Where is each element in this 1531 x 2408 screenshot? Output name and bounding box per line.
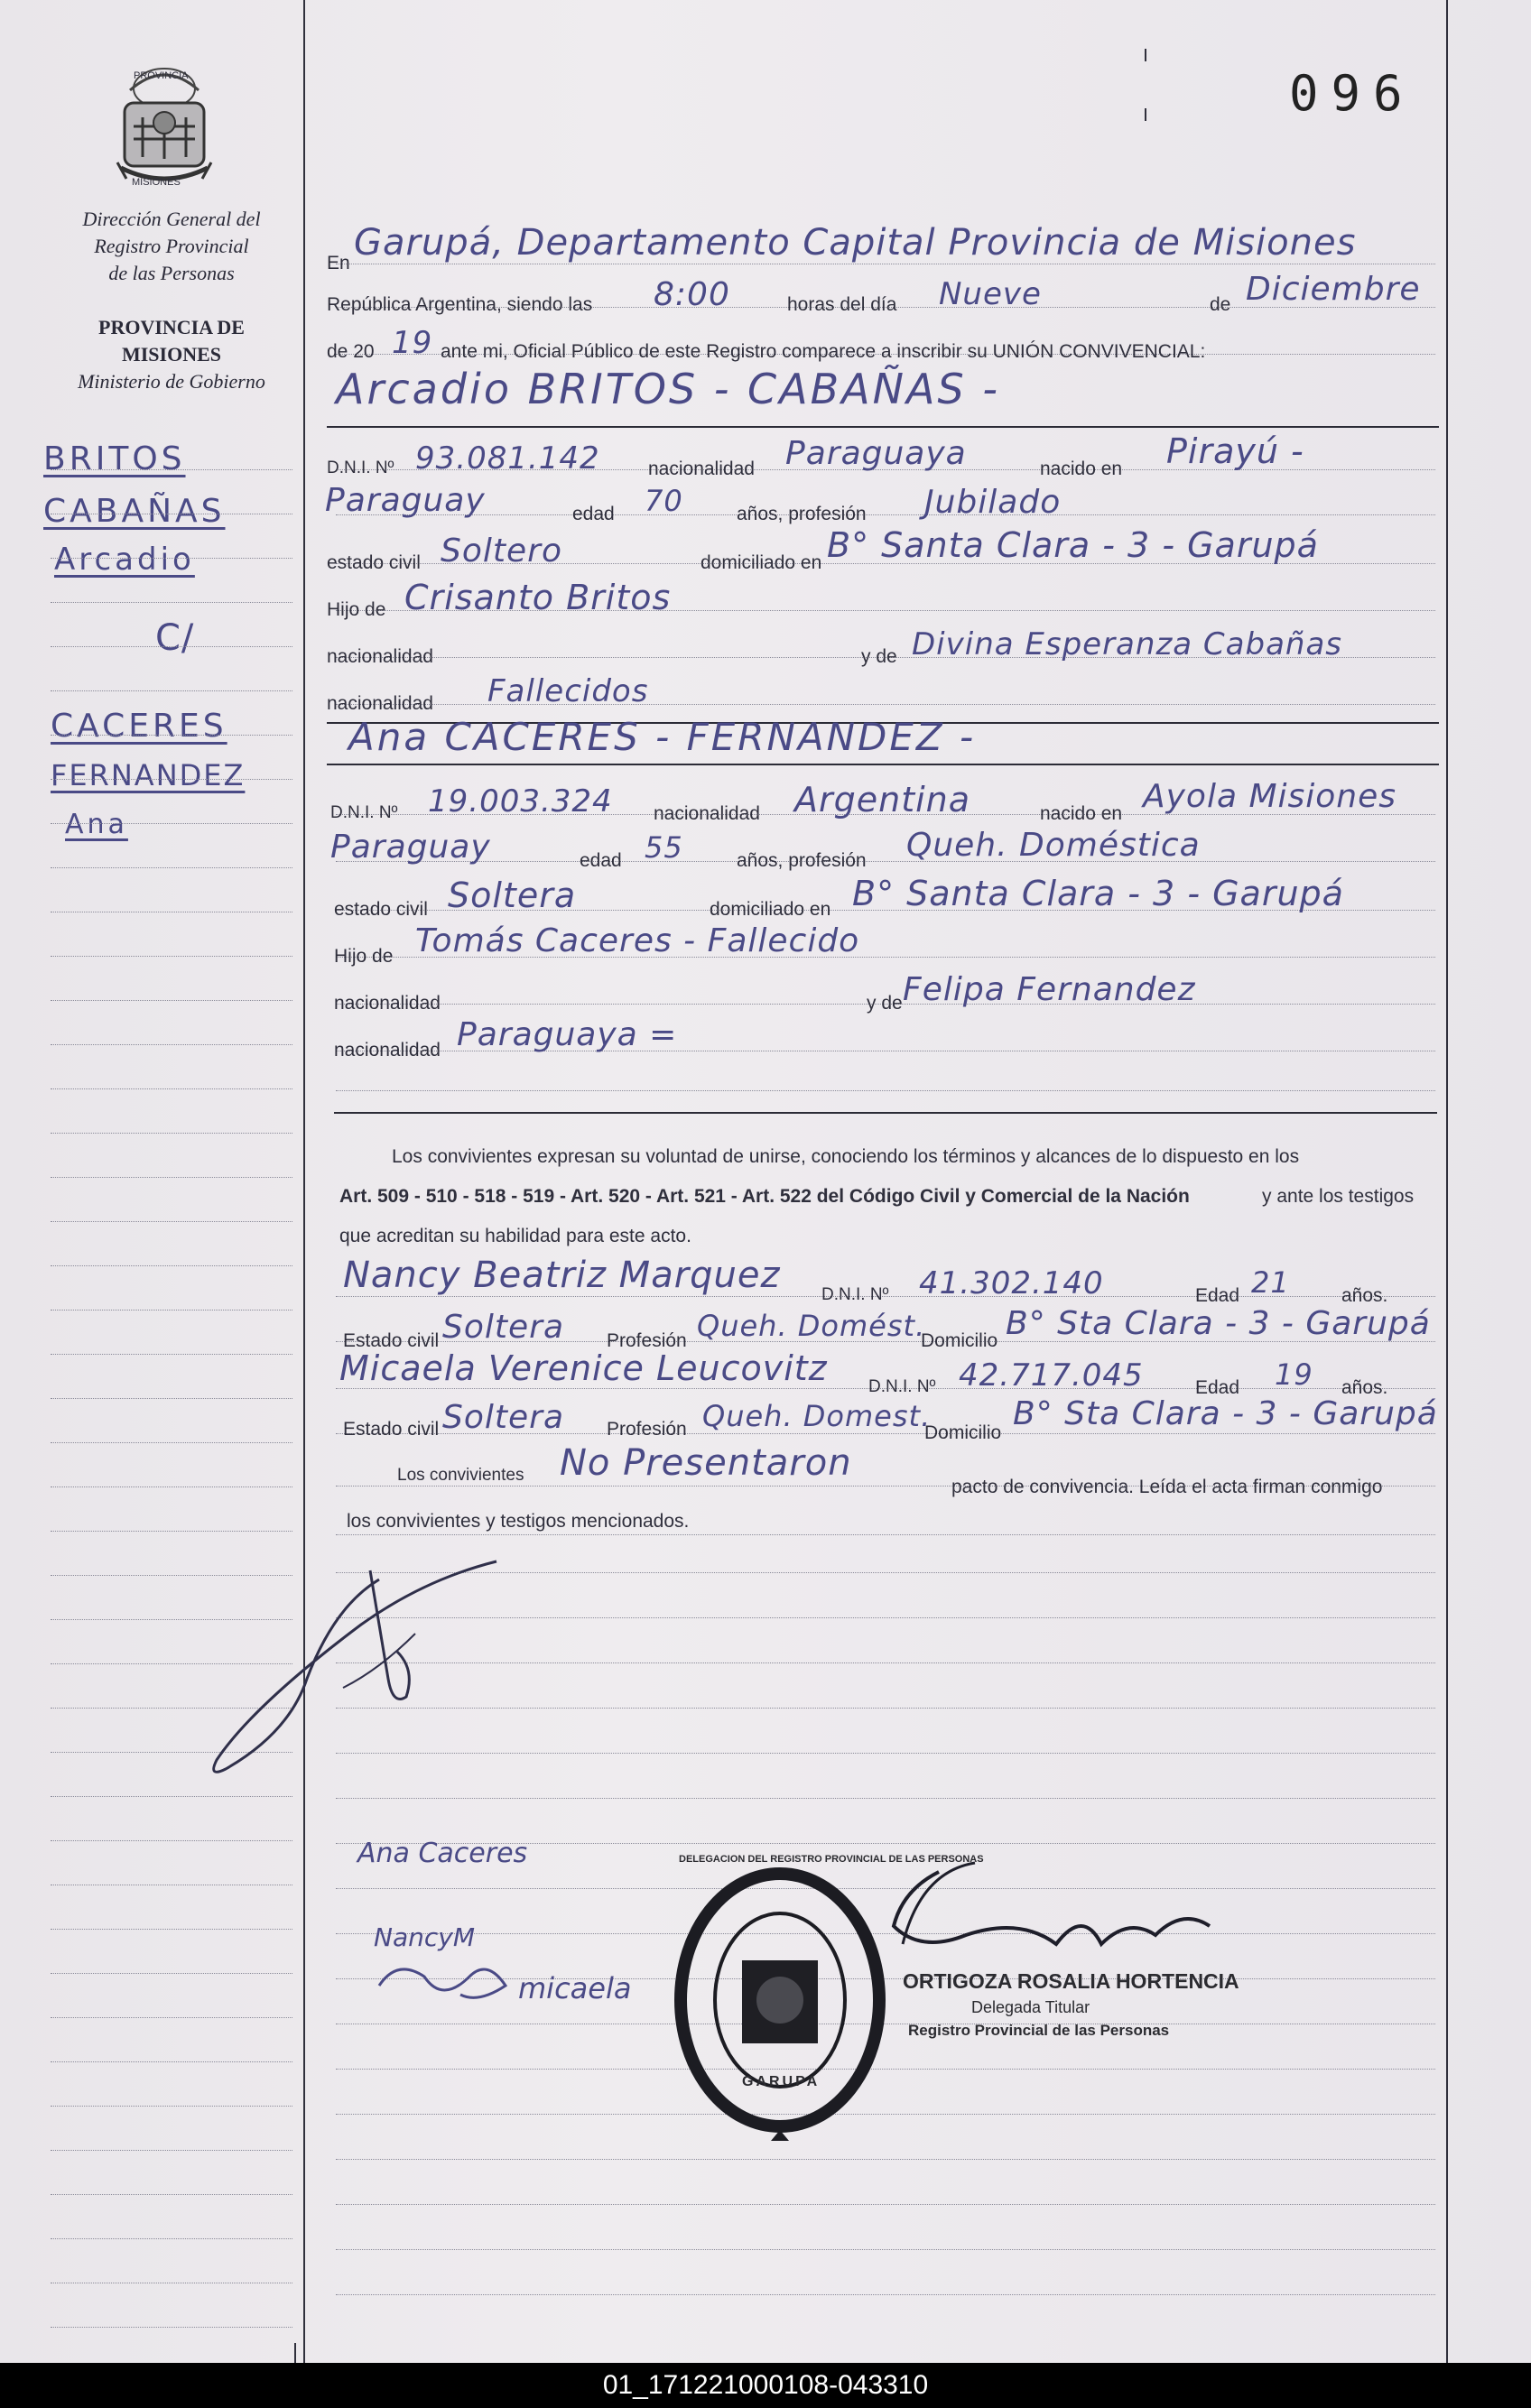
w1-profesion: Queh. Domést.	[697, 1309, 926, 1343]
p1-dni-label: D.N.I. Nº	[327, 458, 394, 477]
p1-anos-label: años, profesión	[737, 504, 867, 524]
w1-estado-label: Estado civil	[343, 1330, 440, 1351]
w2-edad-label: Edad	[1195, 1377, 1240, 1398]
w1-estado: Soltera	[442, 1309, 565, 1346]
person1-full-name: Arcadio BRITOS - CABAÑAS -	[336, 365, 1000, 413]
p2-domicilio-label: domiciliado en	[710, 899, 831, 920]
province-line-1: PROVINCIA DE	[98, 316, 245, 338]
pacto-label: Los convivientes	[397, 1466, 524, 1485]
p1-domicilio-label: domiciliado en	[701, 552, 822, 573]
province-line-2: MISIONES	[121, 343, 222, 366]
margin-ruled-line	[51, 1796, 292, 1797]
p2-nac2: Paraguaya =	[457, 1016, 678, 1053]
org-line-2: Registro Provincial	[94, 235, 249, 257]
margin-ruled-line	[51, 2327, 292, 2328]
legal-line-1: Los convivientes expresan su voluntad de unirse, conociendo los términos y alcances de lo dispuesto en los	[392, 1146, 1300, 1167]
time-value: 8:00	[654, 276, 730, 313]
p2-lugar2: Paraguay	[330, 829, 491, 866]
p1-madre: Divina Esperanza Cabañas	[912, 626, 1343, 662]
w2-domicilio: B° Sta Clara - 3 - Garupá	[1013, 1395, 1438, 1432]
p1-nac-label-2: nacionalidad	[327, 646, 433, 667]
p2-nac-label-2: nacionalidad	[334, 993, 441, 1014]
margin-ruled-line	[51, 2017, 292, 2018]
legal-line-2-bold: Art. 509 - 510 - 518 - 519 - Art. 520 - Art. 521 - Art. 522 del Código Civil y Comercial de la Nación	[339, 1186, 1190, 1207]
margin-ruled-line	[51, 2194, 292, 2195]
official-name: ORTIGOZA ROSALIA HORTENCIA	[903, 1969, 1239, 1993]
margin-ruled-line	[51, 1531, 292, 1532]
w2-edad: 19	[1275, 1357, 1313, 1392]
year-prefix: de 20	[327, 341, 375, 362]
margin-given-name-2: Ana	[65, 809, 128, 840]
p2-nacido-label: nacido en	[1040, 803, 1123, 824]
margin-surname-1: BRITOS	[43, 440, 186, 477]
margin-ruled-line	[51, 1929, 292, 1930]
w1-anos-label: años.	[1341, 1285, 1388, 1306]
p2-domicilio: B° Santa Clara - 3 - Garupá	[852, 874, 1344, 913]
p1-padre: Crisanto Britos	[404, 578, 672, 617]
margin-ruled-line	[51, 735, 292, 736]
p1-hijo-label: Hijo de	[327, 599, 386, 620]
p2-nacionalidad: Argentina	[794, 780, 971, 820]
main-ruled-line	[336, 2204, 1435, 2205]
main-ruled-line	[336, 1090, 1435, 1091]
w2-anos-label: años.	[1341, 1377, 1388, 1398]
binding-tick-top	[1145, 49, 1146, 61]
margin-ruled-line	[51, 779, 292, 780]
w1-dni: 41.302.140	[919, 1265, 1104, 1301]
p2-estado-label: estado civil	[334, 899, 428, 920]
main-ruled-line	[336, 2159, 1435, 2160]
p2-yde-label: y de	[867, 993, 903, 1014]
file-id-footer: 01_171221000108-043310	[0, 2363, 1531, 2408]
day-value: Nueve	[939, 276, 1042, 312]
main-ruled-line	[336, 1798, 1435, 1799]
stamp-ring-text: DELEGACION DEL REGISTRO PROVINCIAL DE LAS PERSONAS	[679, 1854, 984, 1865]
w1-dni-label: D.N.I. Nº	[821, 1285, 889, 1304]
person2-end-rule	[334, 1112, 1437, 1114]
margin-ruled-line	[51, 1486, 292, 1487]
p1-profesion: Jubilado	[924, 484, 1062, 521]
margin-connector: C/	[155, 617, 195, 659]
p2-edad: 55	[645, 830, 683, 865]
margin-ruled-line	[51, 1398, 292, 1399]
right-margin-rule	[1446, 0, 1448, 2363]
p2-estado: Soltera	[448, 875, 577, 915]
margin-ruled-line	[51, 1000, 292, 1001]
main-ruled-line	[336, 514, 1435, 515]
margin-ruled-line	[51, 867, 292, 868]
ministry-line: Ministerio de Gobierno	[78, 370, 265, 393]
w2-estado-label: Estado civil	[343, 1419, 440, 1440]
month-value: Diciembre	[1246, 271, 1421, 308]
person2-full-name: Ana CACERES - FERNANDEZ -	[348, 715, 977, 759]
official-title: Delegada Titular	[971, 1998, 1090, 2016]
p1-lugar2: Paraguay	[325, 482, 486, 519]
margin-ruled-line	[51, 823, 292, 824]
signature-ana-caceres: Ana Caceres	[357, 1838, 528, 1869]
record-number: 096	[1289, 65, 1415, 122]
margin-ruled-line	[51, 469, 292, 470]
p2-profesion: Queh. Doméstica	[906, 827, 1201, 864]
margin-ruled-line	[51, 1840, 292, 1841]
en-label: En	[327, 253, 350, 273]
binding-tick-left	[294, 2343, 296, 2363]
p2-nacido-en: Ayola Misiones	[1143, 778, 1397, 815]
p2-anos-label: años, profesión	[737, 850, 867, 871]
margin-ruled-line	[51, 1265, 292, 1266]
p1-nacido-en: Pirayú -	[1166, 431, 1304, 471]
margin-ruled-line	[51, 1044, 292, 1045]
p1-yde-label: y de	[861, 646, 897, 667]
p2-hijo-label: Hijo de	[334, 946, 394, 967]
p1-nac2: Fallecidos	[487, 673, 649, 709]
p1-edad: 70	[645, 484, 683, 518]
margin-ruled-line	[51, 2238, 292, 2239]
main-ruled-line	[336, 2294, 1435, 2295]
republica-label: República Argentina, siendo las	[327, 294, 593, 315]
w1-edad: 21	[1251, 1265, 1290, 1300]
margin-surname-3: CACERES	[51, 708, 227, 745]
margin-ruled-line	[51, 602, 292, 603]
p1-estado: Soltero	[441, 533, 562, 570]
p2-nac-label: nacionalidad	[654, 803, 760, 824]
crest-bottom-label: MISIONES	[132, 177, 181, 188]
margin-ruled-line	[51, 1177, 292, 1178]
margin-ruled-line	[51, 646, 292, 647]
p2-edad-label: edad	[580, 850, 622, 871]
p1-dni: 93.081.142	[415, 440, 600, 477]
stamp-city: GARUPA	[742, 2074, 821, 2089]
signature-micaela: micaela	[518, 1971, 632, 2005]
w1-domicilio-label: Domicilio	[921, 1330, 998, 1351]
legal-line-3: que acreditan su habilidad para este acto.	[339, 1226, 691, 1246]
p2-nac2-label: nacionalidad	[334, 1040, 441, 1060]
crest-top-label: PROVINCIA	[134, 70, 189, 81]
signature-micaela-flourish-icon	[370, 1950, 533, 2022]
p1-nacionalidad: Paraguaya	[785, 435, 967, 472]
margin-given-name-1: Arcadio	[54, 542, 195, 578]
official-stamp-icon	[672, 1865, 888, 2153]
pacto-line-2: los convivientes y testigos mencionados.	[347, 1511, 690, 1532]
margin-ruled-line	[51, 956, 292, 957]
de-label: de	[1210, 294, 1231, 315]
w2-name: Micaela Verenice Leucovitz	[339, 1348, 828, 1388]
pacto-value: No Presentaron	[560, 1442, 852, 1484]
margin-ruled-line	[51, 1088, 292, 1089]
ante-mi-text: ante mi, Oficial Público de este Registro comparece a inscribir su UNIÓN CONVIVENCIAL:	[441, 341, 1206, 362]
w2-estado: Soltera	[442, 1399, 565, 1436]
margin-ruled-line	[51, 1221, 292, 1222]
margin-surname-2: CABAÑAS	[43, 493, 226, 530]
main-ruled-line	[336, 1534, 1435, 1535]
margin-ruled-line	[51, 1133, 292, 1134]
p2-dni-label: D.N.I. Nº	[330, 803, 398, 822]
person2-name-rule	[327, 764, 1439, 765]
pacto-rest: pacto de convivencia. Leída el acta firman conmigo	[951, 1477, 1383, 1497]
margin-ruled-line	[51, 2061, 292, 2062]
margin-ruled-line	[51, 558, 292, 559]
year-suffix: 19	[392, 325, 433, 361]
signature-nancy: NancyM	[374, 1922, 475, 1952]
w1-edad-label: Edad	[1195, 1285, 1240, 1306]
w1-name: Nancy Beatriz Marquez	[343, 1255, 781, 1296]
margin-ruled-line	[51, 1310, 292, 1311]
horas-label: horas del día	[787, 294, 897, 315]
person1-name-rule	[327, 426, 1439, 428]
p1-domicilio: B° Santa Clara - 3 - Garupá	[827, 525, 1319, 565]
signature-arcadio-icon	[199, 1552, 542, 1787]
margin-ruled-line	[51, 2150, 292, 2151]
p2-madre: Felipa Fernandez	[903, 971, 1196, 1008]
w2-profesion: Queh. Domest.	[702, 1399, 932, 1433]
w2-dni: 42.717.045	[959, 1357, 1144, 1394]
margin-ruled-line	[51, 1354, 292, 1355]
p1-nacido-label: nacido en	[1040, 458, 1123, 479]
w1-profesion-label: Profesión	[607, 1330, 687, 1351]
main-ruled-line	[336, 861, 1435, 862]
main-ruled-line	[336, 2249, 1435, 2250]
org-line-1: Dirección General del	[82, 208, 261, 230]
w2-profesion-label: Profesión	[607, 1419, 687, 1440]
margin-surname-4: FERNANDEZ	[51, 758, 246, 792]
margin-ruled-line	[51, 1973, 292, 1974]
margin-ruled-line	[51, 690, 292, 691]
p1-nac2-label: nacionalidad	[327, 693, 433, 714]
official-org: Registro Provincial de las Personas	[908, 2022, 1170, 2039]
legal-line-2-rest: y ante los testigos	[1262, 1186, 1415, 1207]
p2-dni: 19.003.324	[428, 783, 613, 820]
w1-domicilio: B° Sta Clara - 3 - Garupá	[1006, 1305, 1431, 1342]
p2-padre: Tomás Caceres - Fallecido	[415, 922, 860, 959]
w2-domicilio-label: Domicilio	[924, 1422, 1002, 1443]
p1-edad-label: edad	[572, 504, 615, 524]
place-value: Garupá, Departamento Capital Provincia de Misiones	[354, 222, 1357, 264]
margin-ruled-line	[51, 1442, 292, 1443]
w2-dni-label: D.N.I. Nº	[868, 1377, 936, 1396]
margin-ruled-line	[51, 2106, 292, 2107]
signature-official-icon	[867, 1854, 1246, 1980]
org-line-3: de las Personas	[108, 262, 235, 284]
binding-tick-bottom	[1145, 108, 1146, 121]
p1-estado-label: estado civil	[327, 552, 421, 573]
p1-nac-label: nacionalidad	[648, 458, 755, 479]
